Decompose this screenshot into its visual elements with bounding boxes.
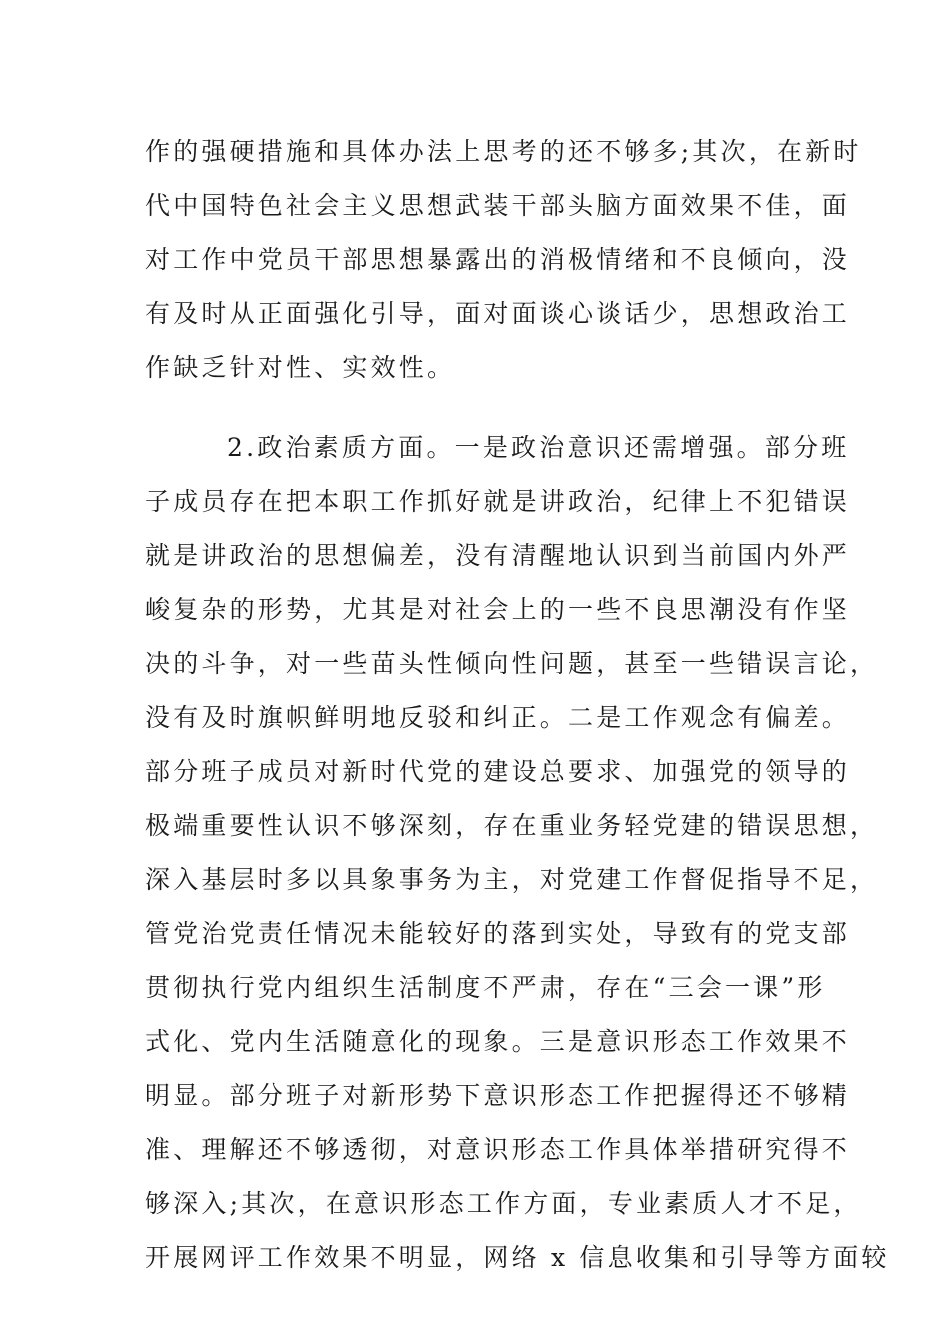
text-line: 有及时从正面强化引导，面对面谈心谈话少，思想政治工 bbox=[145, 299, 851, 328]
text-line: 子成员存在把本职工作抓好就是讲政治，纪律上不犯错误 bbox=[145, 487, 851, 516]
text-line: 明显。部分班子对新形势下意识形态工作把握得还不够精 bbox=[145, 1081, 851, 1110]
paragraph-1 bbox=[145, 125, 862, 395]
text-line: 深入基层时多以具象事务为主，对党建工作督促指导不足， bbox=[145, 865, 879, 894]
paragraph-2 bbox=[145, 421, 890, 1285]
paragraph-gap bbox=[145, 395, 815, 421]
document-body bbox=[145, 125, 890, 1285]
text-line: 就是讲政治的思想偏差，没有清醒地认识到当前国内外严 bbox=[145, 541, 851, 570]
text-line: 准、理解还不够透彻，对意识形态工作具体举措研究得不 bbox=[145, 1135, 851, 1164]
text-line: 贯彻执行党内组织生活制度不严肃，存在“三会一课”形 bbox=[145, 973, 826, 1002]
text-line: 决的斗争，对一些苗头性倾向性问题，甚至一些错误言论， bbox=[145, 649, 879, 678]
text-line: 代中国特色社会主义思想武装干部头脑方面效果不佳，面 bbox=[145, 191, 851, 220]
text-line: 作的强硬措施和具体办法上思考的还不够多;其次，在新时 bbox=[145, 137, 862, 166]
text-line: 式化、党内生活随意化的现象。三是意识形态工作效果不 bbox=[145, 1027, 851, 1056]
text-line: 开展网评工作效果不明显，网络 x 信息收集和引导等方面较 bbox=[145, 1243, 890, 1272]
text-line: 作缺乏针对性、实效性。 bbox=[145, 353, 456, 382]
section-heading-line: 2.政治素质方面。一是政治意识还需增强。部分班 bbox=[227, 433, 850, 462]
text-line: 极端重要性认识不够深刻，存在重业务轻党建的错误思想， bbox=[145, 811, 879, 840]
text-line: 峻复杂的形势，尤其是对社会上的一些不良思潮没有作坚 bbox=[145, 595, 851, 624]
text-line: 够深入;其次，在意识形态工作方面，专业素质人才不足， bbox=[145, 1189, 862, 1218]
text-line: 部分班子成员对新时代党的建设总要求、加强党的领导的 bbox=[145, 757, 851, 786]
text-line: 没有及时旗帜鲜明地反驳和纠正。二是工作观念有偏差。 bbox=[145, 703, 851, 732]
text-line: 管党治党责任情况未能较好的落到实处，导致有的党支部 bbox=[145, 919, 851, 948]
text-line: 对工作中党员干部思想暴露出的消极情绪和不良倾向，没 bbox=[145, 245, 851, 274]
